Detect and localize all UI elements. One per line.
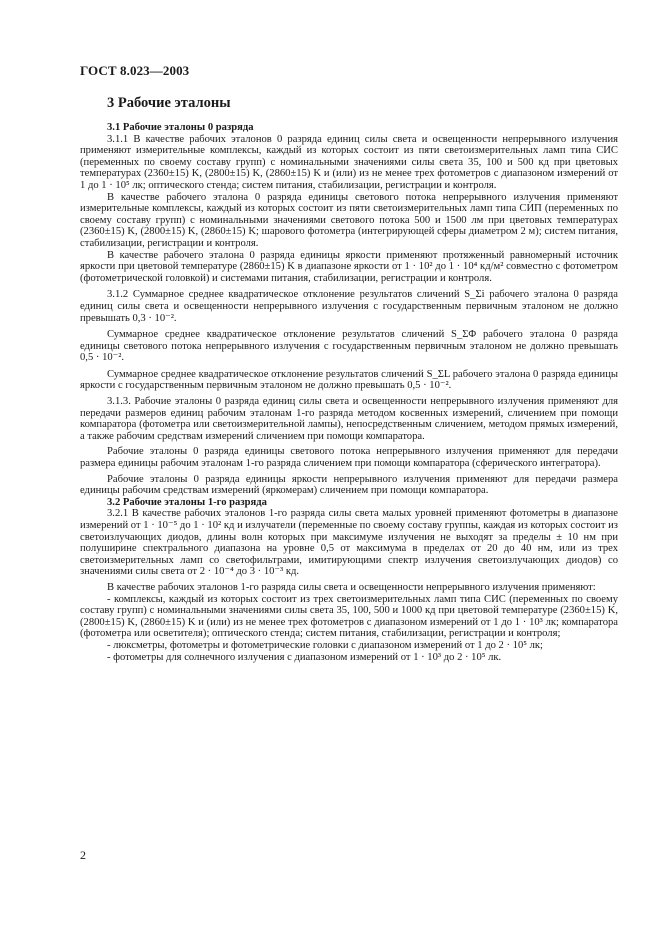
paragraph-luminance-transfer: Рабочие эталоны 0 разряда единицы яркости непрерывного излучения применяют для передачи размера единицы рабочим средствам измерений (яркомерам) сличением при помощи компаратора. [80,473,618,497]
list-item: - комплексы, каждый из которых состоит из трех светоизмерительных ламп типа СИС (переменных по своему составу групп) с номинальными значениями силы света 35, 100, 500 и 1000 кд при цветовой температуре (2360±15) K, (2800±15) K, (2860±15) K и (или) из не менее трех фотометров с диапазоном измерений от 1 до 1 · 10³ лк; компаратора (фотометра или осветителя); оптического стенда; систем питания, стабилизации, регистрации и контроля; [80,593,618,640]
paragraph-flux-transfer: Рабочие эталоны 0 разряда единицы светового потока непрерывного излучения применяют для передачи размера единицы рабочим эталонам 1-го разряда сличением при помощи компаратора (сферического интегратора). [80,446,618,470]
paragraph-flux-deviation: Суммарное среднее квадратическое отклонение результатов сличений S_ΣΦ рабочего эталона 0 разряда единицы светового потока непрерывного излучения с государственным первичным эталоном не должно превышать 0,5 · 10⁻². [80,329,618,364]
paragraph-3-1-1: 3.1.1 В качестве рабочих эталонов 0 разряда единиц силы света и освещенности непрерывного излучения применяют измерительные комплексы, каждый из которых состоит из пяти светоизмерительных ламп типа СИС (переменных по своему составу групп) с номинальными значениями силы света 35, 100 и 500 кд при цветовых температурах (2360±15) K, (2800±15) K, (2860±15) K и (или) из не менее трех фотометров с диапазоном измерений от 1 до 1 · 10⁵ лк; оптического стенда; систем питания, стабилизации, регистрации и контроля. [80,133,618,191]
paragraph-luminous-flux: В качестве рабочего эталона 0 разряда единицы светового потока непрерывного излучения применяют измерительные комплексы, каждый из которых состоит из пяти светоизмерительных ламп типа СИП (переменных по своему составу групп) с номинальными значениями светового потока 500 и 1500 лм при цветовых температурах (2360±15) K, (2800±15) K, (2860±15) K; шарового фотометра (интегрирующей сферы диаметром 2 м); систем питания, стабилизации, регистрации и контроля. [80,191,618,249]
page-number: 2 [80,848,86,862]
paragraph-3-1-2: 3.1.2 Суммарное среднее квадратическое отклонение результатов сличений S_Σi рабочего эталона 0 разряда единиц силы света и освещенности непрерывного излучения с государственным первичным эталоном не должно превышать 0,3 · 10⁻². [80,289,618,324]
subsection-heading-3-1: 3.1 Рабочие эталоны 0 разряда [107,122,254,133]
paragraph-luminance: В качестве рабочего эталона 0 разряда единицы яркости применяют протяженный равномерный источник яркости при цветовой температуре (2860±15) K в диапазоне яркости от 1 · 10² до 1 · 10⁴ кд/м² совместно с фотометром (фотометрической головкой) и системами питания, стабилизации, регистрации и контроля. [80,249,618,284]
paragraph-3-1-3: 3.1.3. Рабочие эталоны 0 разряда единиц силы света и освещенности непрерывного излучения применяют для передачи размеров единиц рабочим эталонам 1-го разряда методом косвенных измерений, сличением при помощи компаратора (фотометра или светоизмерительной лампы), непосредственным сличением, методом прямых измерений, а также рабочим средствам измерений сличением при помощи компаратора. [80,396,618,442]
list-item: - люксметры, фотометры и фотометрические головки с диапазоном измерений от 1 до 2 · 10⁵ лк; [107,639,543,651]
section-heading: 3 Рабочие эталоны [107,95,231,111]
running-header: ГОСТ 8.023—2003 [80,63,190,78]
body-text [80,122,618,663]
paragraph-luminance-deviation: Суммарное среднее квадратическое отклонение результатов сличений S_ΣL рабочего эталона 0 разряда единицы яркости с государственным первичным эталоном не должно превышать 0,5 · 10⁻². [80,368,618,392]
subsection-heading-3-2: 3.2 Рабочие эталоны 1-го разряда [107,496,267,508]
equipment-list [80,594,618,664]
list-item: - фотометры для солнечного излучения с диапазоном измерений от 1 · 10³ до 2 · 10⁵ лк. [107,651,502,663]
paragraph-3-2-1: 3.2.1 В качестве рабочих эталонов 1-го разряда силы света малых уровней применяют фотометры в диапазоне измерений от 1 · 10⁻⁵ до 1 · 10² кд и излучатели (переменные по своему составу группы, каждая из которых состоит из светоизлучающих диодов, длины волн которых при максимуме излучения не выходят за пределы ± 10 нм при полуширине спектрального диапазона на уровне 0,5 от максимума в пределах от 20 до 40 нм, или из трех светоизмерительных ламп со светофильтрами, имитирующими спектр излучения светоизлучающих диодов) со значениями силы света от 2 · 10⁻⁴ до 3 · 10⁻³ кд. [80,508,618,578]
paragraph-first-rank-intro: В качестве рабочих эталонов 1-го разряда силы света и освещенности непрерывного излучения применяют: [107,581,596,593]
